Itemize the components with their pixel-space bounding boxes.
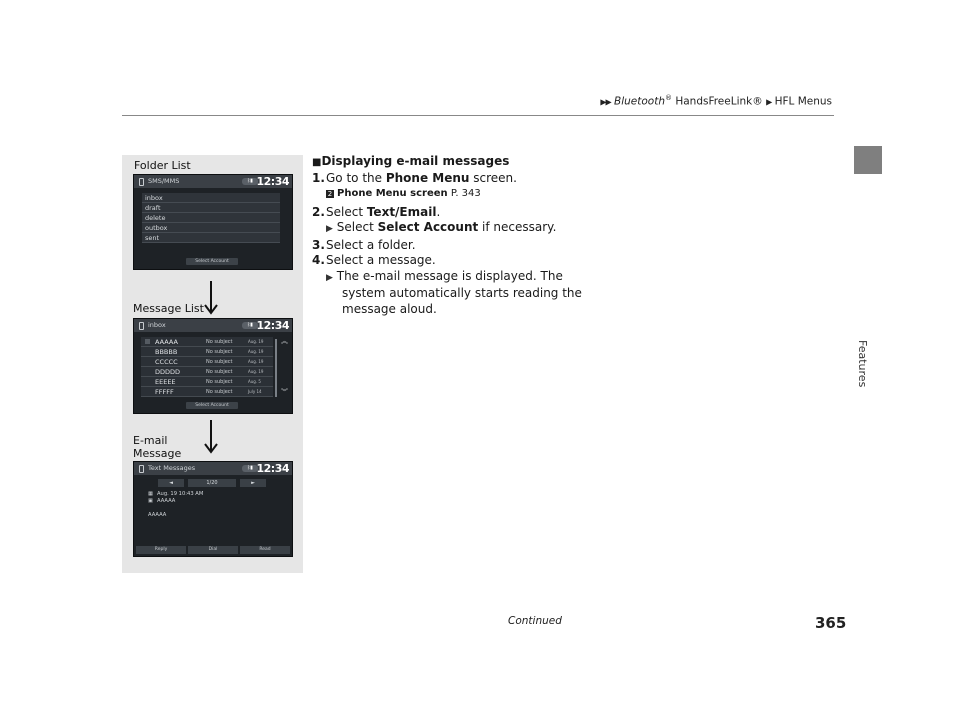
breadcrumb-arrow-icon: ▶▶ xyxy=(600,97,611,107)
caption-message: Message xyxy=(133,447,182,460)
breadcrumb-bluetooth: Bluetooth xyxy=(614,95,665,108)
person-icon: ▣ xyxy=(148,498,153,504)
folder-item[interactable] xyxy=(142,233,280,243)
step-4: 4.Select a message. xyxy=(312,253,436,267)
step-2: 2.Select Text/Email. xyxy=(312,204,441,219)
message-date: Aug. 5 xyxy=(248,379,261,384)
reference-label: Phone Menu screen xyxy=(337,188,448,199)
clock: 12:34 xyxy=(256,462,289,475)
message-sender: BBBBB xyxy=(155,348,178,356)
caption-message-list: Message List xyxy=(133,302,204,315)
message-list-screen xyxy=(133,318,293,414)
phone-icon xyxy=(139,465,144,473)
message-subject: No subject xyxy=(206,378,233,385)
reference-icon: 2 xyxy=(327,190,333,198)
bluetooth-signal-icon: ᛒ▮ xyxy=(242,178,258,185)
folder-label: sent xyxy=(145,234,160,242)
message-sender: EEEEE xyxy=(155,378,176,386)
next-button[interactable]: ► xyxy=(240,479,266,487)
step-1: 1.Go to the Phone Menu screen. xyxy=(312,170,517,185)
section-tab xyxy=(854,146,882,174)
clock: 12:34 xyxy=(256,175,289,188)
step-4-sub: ▶ The e-mail message is displayed. The xyxy=(326,268,563,283)
calendar-icon: ▦ xyxy=(148,491,153,497)
dial-button[interactable]: Dial xyxy=(188,546,238,554)
email-message-screen xyxy=(133,461,293,557)
step-2-sub: ▶ Select Select Account if necessary. xyxy=(326,220,557,234)
cross-reference xyxy=(312,186,582,202)
section-heading: ■Displaying e-mail messages xyxy=(312,154,510,168)
screen-title: inbox xyxy=(148,321,166,329)
message-sender: AAAAA xyxy=(155,338,178,346)
phone-icon xyxy=(139,178,144,186)
square-bullet-icon: ■ xyxy=(312,157,322,168)
section-tab-label: Features xyxy=(856,340,869,388)
folder-item[interactable] xyxy=(142,213,280,223)
folder-label: inbox xyxy=(145,194,163,202)
step-4-sub-cont: message aloud. xyxy=(342,301,437,316)
message-sender: AAAAA xyxy=(157,498,176,504)
arrow-down-icon xyxy=(204,420,218,454)
instructions xyxy=(312,154,582,317)
folder-label: draft xyxy=(145,204,161,212)
breadcrumb xyxy=(600,94,832,108)
phone-icon xyxy=(139,322,144,330)
message-subject: No subject xyxy=(206,368,233,375)
scrollbar[interactable] xyxy=(275,339,277,397)
folder-item[interactable] xyxy=(142,193,280,203)
bluetooth-signal-icon: ᛒ▮ xyxy=(242,465,258,472)
step-3: 3.Select a folder. xyxy=(312,237,416,252)
reply-button[interactable]: Reply xyxy=(136,546,186,554)
step-4-sub-cont: system automatically starts reading the xyxy=(342,286,582,300)
select-account-button[interactable]: Select Account xyxy=(186,402,238,409)
breadcrumb-hfl-menus: HFL Menus xyxy=(774,95,832,108)
scroll-down-icon[interactable]: ︾ xyxy=(281,388,288,396)
caption-folder-list: Folder List xyxy=(134,159,191,172)
scroll-up-icon[interactable]: ︽ xyxy=(281,337,288,345)
folder-item[interactable] xyxy=(142,203,280,213)
message-date: Aug. 19 xyxy=(248,359,264,364)
previous-button[interactable]: ◄ xyxy=(158,479,184,487)
folder-list-screen xyxy=(133,174,293,270)
clock: 12:34 xyxy=(256,319,289,332)
envelope-icon xyxy=(145,339,150,344)
breadcrumb-arrow-icon: ▶ xyxy=(766,97,772,107)
page-indicator: 1/20 xyxy=(188,479,236,487)
screen-title: SMS/MMS xyxy=(148,177,180,185)
folder-item[interactable] xyxy=(142,223,280,233)
bluetooth-signal-icon: ᛒ▮ xyxy=(242,322,258,329)
screen-title: Text Messages xyxy=(148,464,196,472)
read-button[interactable]: Read xyxy=(240,546,290,554)
continued-label: Continued xyxy=(508,615,562,627)
message-row[interactable] xyxy=(141,347,273,357)
arrow-down-icon xyxy=(204,281,218,315)
message-sender: CCCCC xyxy=(155,358,178,366)
message-subject: No subject xyxy=(206,388,233,395)
result-arrow-icon: ▶ xyxy=(326,224,333,234)
message-date: Aug. 19 xyxy=(248,369,264,374)
message-date: Aug. 19 xyxy=(248,339,264,344)
message-date: July 14 xyxy=(248,389,262,394)
message-subject: No subject xyxy=(206,338,233,345)
folder-label: outbox xyxy=(145,224,168,232)
caption-email: E-mail xyxy=(133,434,168,447)
message-body: AAAAA xyxy=(148,512,167,518)
message-row[interactable] xyxy=(141,387,273,397)
message-date: Aug. 19 xyxy=(248,349,264,354)
message-row[interactable] xyxy=(141,367,273,377)
breadcrumb-handsfreelink: HandsFreeLink® xyxy=(675,95,763,108)
page-number: 365 xyxy=(815,614,847,632)
message-sender: DDDDD xyxy=(155,368,181,376)
message-row[interactable] xyxy=(141,357,273,367)
header-rule xyxy=(122,115,834,116)
message-subject: No subject xyxy=(206,358,233,365)
result-arrow-icon: ▶ xyxy=(326,272,333,283)
registered-mark: ® xyxy=(664,94,672,102)
reference-page: P. 343 xyxy=(450,188,481,199)
message-datetime: Aug. 19 10:43 AM xyxy=(157,491,204,497)
message-row[interactable] xyxy=(141,377,273,387)
message-subject: No subject xyxy=(206,348,233,355)
message-row[interactable] xyxy=(141,337,273,347)
select-account-button[interactable]: Select Account xyxy=(186,258,238,265)
folder-label: delete xyxy=(145,214,166,222)
message-sender: FFFFF xyxy=(155,388,174,396)
